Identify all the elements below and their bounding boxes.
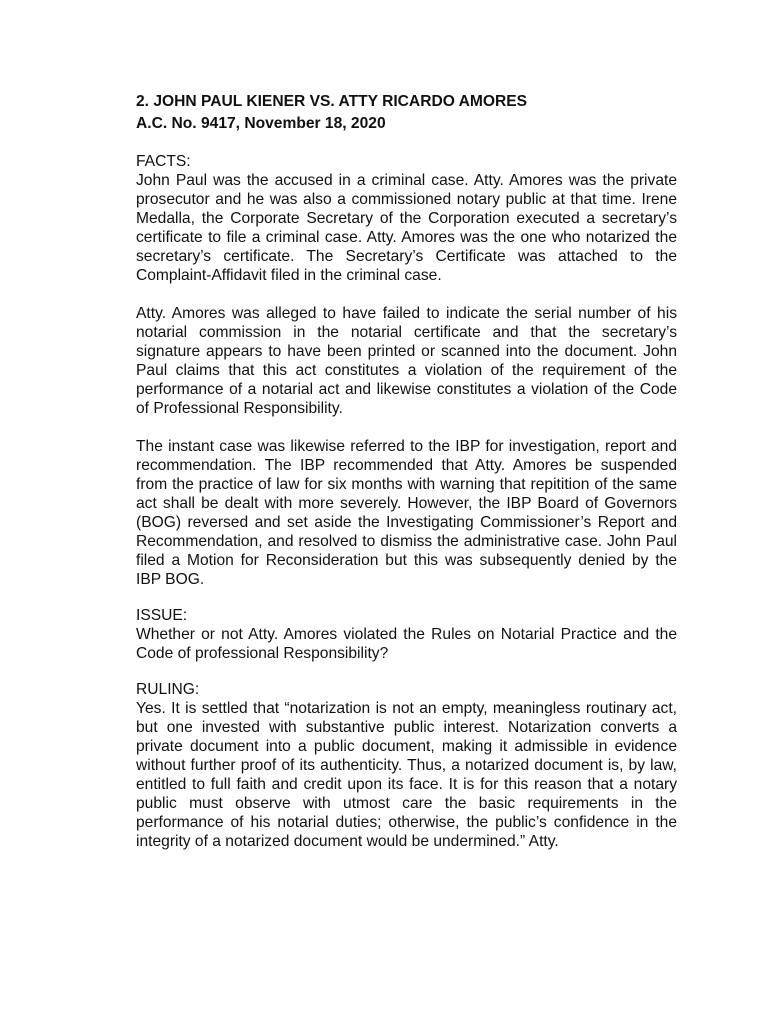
document-page [136,91,677,851]
issue-heading: ISSUE: [136,607,188,624]
ruling-paragraph: Yes. It is settled that “notarization is not an empty, meaningless routinary act, but one invested with substantive public interest. Notarization converts a private document into a public document, making it admissible in evidence without further proof of its authenticity. Thus, a notarized document is, by law, entitled to full faith and credit upon its face. It is for this reason that a notary public must observe with utmost care the basic requirements in the performance of his notarial duties; otherwise, the public’s confidence in the integrity of a notarized document would be undermined.” Atty. [136,700,677,850]
case-number: A.C. No. 9417, November 18, 2020 [136,115,386,132]
case-title: 2. JOHN PAUL KIENER VS. ATTY RICARDO AMORES [136,93,528,110]
facts-paragraph-1: John Paul was the accused in a criminal case. Atty. Amores was the private prosecutor and he was also a commissioned notary public at that time. Irene Medalla, the Corporate Secretary of the Corporation executed a secretary’s certificate to file a criminal case. Atty. Amores was the one who notarized the secretary’s certificate. The Secretary’s Certificate was attached to the Complaint-Affidavit filed in the criminal case. [136,172,677,284]
facts-paragraph-3: The instant case was likewise referred to the IBP for investigation, report and recommendation. The IBP recommended that Atty. Amores be suspended from the practice of law for six months with warning that repitition of the same act shall be dealt with more severely. However, the IBP Board of Governors (BOG) reversed and set aside the Investigating Commissioner’s Report and Recommendation, and resolved to dismiss the administrative case. John Paul filed a Motion for Reconsideration but this was subsequently denied by the IBP BOG. [136,438,677,588]
facts-paragraph-2: Atty. Amores was alleged to have failed to indicate the serial number of his notarial commission in the notarial certificate and that the secretary’s signature appears to have been printed or scanned into the document. John Paul claims that this act constitutes a violation of the requirement of the performance of a notarial act and likewise constitutes a violation of the Code of Professional Responsibility. [136,305,677,417]
facts-heading: FACTS: [136,153,191,170]
issue-paragraph: Whether or not Atty. Amores violated the Rules on Notarial Practice and the Code of professional Responsibility? [136,626,677,662]
ruling-heading: RULING: [136,681,200,698]
